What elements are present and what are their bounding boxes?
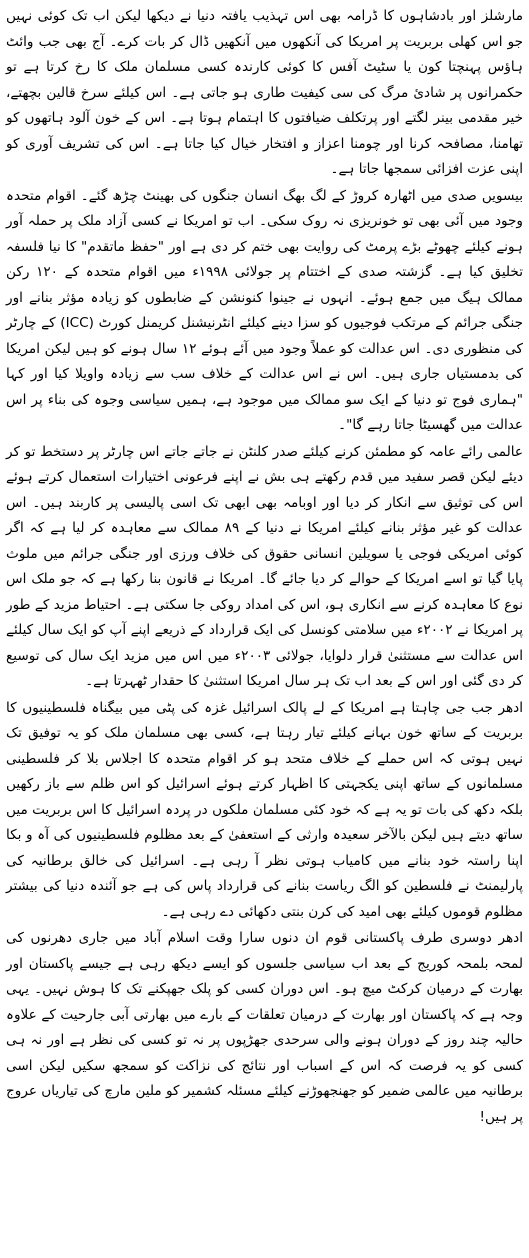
article-paragraph-4: ادھر جب جی چاہتا ہے امریکا کے لے پالک اسرائیل غزہ کی پٹی میں بیگناہ فلسطینیوں کا بربریت کے ساتھ خون بہانے کیلئے تیار رہتا ہے، کسی بھی مسلمان ملک کو یہ توفیق تک نہیں ہوتی کہ اس حملے کے خلاف متحد ہو کر اقوام متحدہ کا اجلاس بلا کر فلسطینی مسلمانوں کے ساتھ اپنی یکجہتی کا اظہار کرتے ہوئے اسرائیل کو اس ظلم سے باز رکھیں بلکہ دکھ کی بات تو یہ ہے کہ خود کئی مسلمان ملکوں در پردہ اسرائیل کا اس بربریت میں ساتھ دیتے ہیں لیکن بالآخر سعیدہ وارثی کے استعفیٰ کے بعد مظلوم فلسطینیوں کی آہ و بکا اپنا راستہ خود بنانے میں کامیاب ہوتی نظر آ رہی ہے۔ اسرائیل کی خالق برطانیہ کی پارلیمنٹ نے فلسطین کو الگ ریاست بنانے کی قرارداد پاس کی ہے جو آئندہ دنیا کی بیشتر مظلوم قوموں کیلئے بھی امید کی کرن بنتی دکھائی دے رہی ہے۔	[6, 699, 523, 920]
article-paragraph-3: عالمی رائے عامہ کو مطمئن کرنے کیلئے صدر کلنٹن نے جاتے جاتے اس چارٹر پر دستخط تو کر دیئے لیکن قصر سفید میں قدم رکھتے ہی بش نے اپنے فرعونی اختیارات استعمال کرتے ہوئے اس کی توثیق سے انکار کر دیا اور اوبامہ بھی ابھی تک اسی پالیسی پر کاربند ہیں۔ اس عدالت کو غیر مؤثر بنانے کیلئے امریکا نے دنیا کے ۸۹ ممالک سے معاہدہ کر لیا ہے کہ اگر کوئی امریکی فوجی یا سویلین انسانی حقوق کی خلاف ورزی اور جنگی جرائم میں ملوث پایا گیا تو اسے امریکا کے حوالے کر دیا جائے گا۔ امریکا نے قانون بنا رکھا ہے کہ جو ملک اس نوع کا معاہدہ کرنے سے انکاری ہو، اس کی امداد روکی جا سکتی ہے۔ احتیاط مزید کے طور پر امریکا نے ۲۰۰۲ء میں سلامتی کونسل کی ایک قرارداد کے ذریعے اپنے آپ کو ایک سال کیلئے اس عدالت سے مستثنیٰ قرار دلوایا، جولائی ۲۰۰۳ء میں اس میں مزید ایک سال کی توسیع کر دی گئی اور اس کے بعد اب تک ہر سال امریکا استثنیٰ کا حقدار ٹھہرتا ہے۔	[6, 443, 523, 689]
article-paragraph-5: ادھر دوسری طرف پاکستانی قوم ان دنوں سارا وقت اسلام آباد میں جاری دھرنوں کی لمحہ بلمحہ کوریج کے بعد اب سیاسی جلسوں کو ایسے دیکھ رہی ہے جیسے پاکستان اور بھارت کے درمیان کرکٹ میچ ہو۔ اس دوران کسی کو پلک جھپکنے تک کا ہوش نہیں۔ یہی وجہ ہے کہ پاکستان اور بھارت کے درمیان تعلقات کے بارے میں بھارتی آبی جارحیت کے علاوہ حالیہ چند روز کے دوران ہونے والی سرحدی جھڑپوں پر نہ تو کسی کی نظر ہے اور نہ ہی کسی کو یہ فرصت کہ اس کے اسباب اور نتائج کی نزاکت کو سمجھ سکیں لیکن اسی برطانیہ میں عالمی ضمیر کو جھنجھوڑنے کیلئے مسئلہ کشمیر کو ملین مارچ کی تیاریاں عروج پر ہیں!	[6, 930, 523, 1125]
article-paragraph-2: بیسویں صدی میں اٹھارہ کروڑ کے لگ بھگ انسان جنگوں کی بھینٹ چڑھ گئے۔ اقوام متحدہ وجود میں آئی بھی تو خونریزی نہ روک سکی۔ اب تو امریکا نے کسی آزاد ملک پر حملہ آور ہونے کیلئے چھوٹے بڑے پرمٹ کی روایت بھی ختم کر دی ہے اور "حفظ ماتقدم" کا نیا فلسفہ تخلیق کیا ہے۔ گزشتہ صدی کے اختتام پر جولائی ۱۹۹۸ء میں اقوام متحدہ کے ۱۲۰ رکن ممالک ہیگ میں جمع ہوئے۔ انہوں نے جینوا کنونشن کے ضابطوں کو زیادہ مؤثر بنانے اور جنگی جرائم کے مرتکب فوجیوں کو سزا دینے کیلئے انٹرنیشنل کریمنل کورٹ (ICC) کے چارٹر کی منظوری دی۔ اس عدالت کو عملاً وجود میں آئے ہوئے ۱۲ سال ہونے کو ہیں لیکن امریکا کی بدمستیاں جاری ہیں۔ اس نے اس عدالت کے خلاف سب سے زیادہ واویلا کیا اور کہا "ہماری فوج تو دنیا کے ایک سو ممالک میں موجود ہے، ہمیں سیاسی وجوہ کی بناء پر اس عدالت میں گھسیٹا جاتا رہے گا"۔	[6, 187, 523, 433]
article-paragraph-1: مارشلز اور بادشاہوں کا ڈرامہ بھی اس تہذیب یافتہ دنیا نے دیکھا لیکن اب تک کوئی نہیں جو اس کھلی بربریت پر امریکا کی آنکھوں میں آنکھیں ڈال کر بات کرے۔ آج بھی جب وائٹ ہاؤس پہنچتا کون یا سٹیٹ آفس کا کوئی کارندہ کسی مسلمان ملک کا رخ کرتا ہے تو حکمرانوں پر شادیٔ مرگ کی سی کیفیت طاری ہو جاتی ہے۔ اس کیلئے سرخ قالین بچھتے، خیر مقدمی بینر لگتے اور پرتکلف ضیافتوں کا اہتمام ہوتا ہے۔ اس کے خون آلود ہاتھوں کو تھامنا، مصافحہ کرنا اور چومنا اعزاز و افتخار خیال کیا جاتا ہے۔ اس کی تشریف آوری کو اپنی عزت افزائی سمجھا جاتا ہے۔	[6, 8, 523, 177]
